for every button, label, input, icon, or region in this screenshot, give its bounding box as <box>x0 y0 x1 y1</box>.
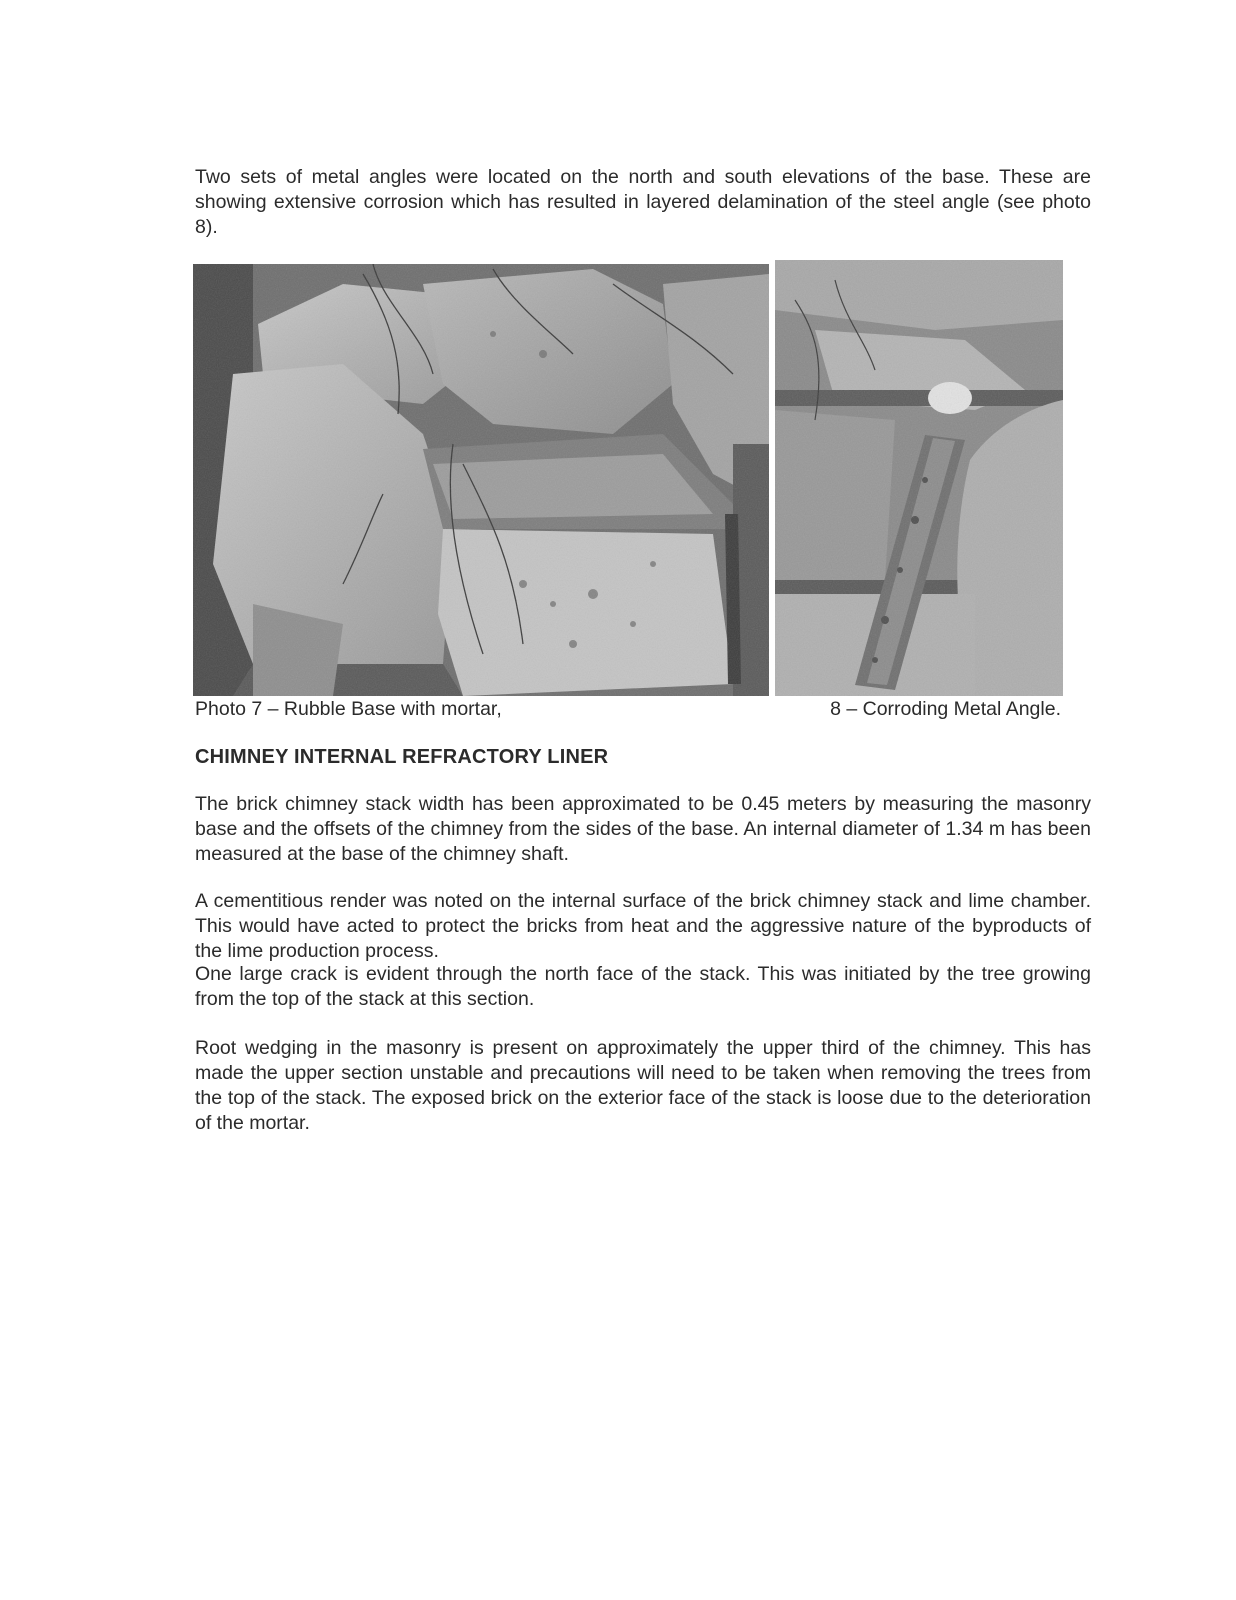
photo-7-caption: Photo 7 – Rubble Base with mortar, <box>195 698 502 720</box>
intro-paragraph: Two sets of metal angles were located on the north and south elevations of the base. These are showing extensive corrosion which has resulted in layered delamination of the steel angle (see photo 8). <box>195 166 1091 238</box>
paragraph-cementitious-render: A cementitious render was noted on the internal surface of the brick chimney stack and lime chamber. This would have acted to protect the bricks from heat and the aggressive nature of the byproducts of the lime production process. <box>195 890 1091 962</box>
section-heading: CHIMNEY INTERNAL REFRACTORY LINER <box>195 746 609 768</box>
paragraph-stack-width: The brick chimney stack width has been approximated to be 0.45 meters by measuring the masonry base and the offsets of the chimney from the sides of the base. An internal diameter of 1.34 m has been measured at the base of the chimney shaft. <box>195 793 1091 865</box>
photo-8-caption: 8 – Corroding Metal Angle. <box>830 698 1061 720</box>
photo-corroding-metal-angle <box>775 260 1063 696</box>
paragraph-root-wedging: Root wedging in the masonry is present on approximately the upper third of the chimney. This has made the upper section unstable and precautions will need to be taken when removing the trees from the top of the stack. The exposed brick on the exterior face of the stack is loose due to the deterioration of the mortar. <box>195 1037 1091 1134</box>
photo-rubble-base <box>193 264 769 696</box>
paragraph-large-crack: One large crack is evident through the north face of the stack. This was initiated by the tree growing from the top of the stack at this section. <box>195 963 1091 1010</box>
